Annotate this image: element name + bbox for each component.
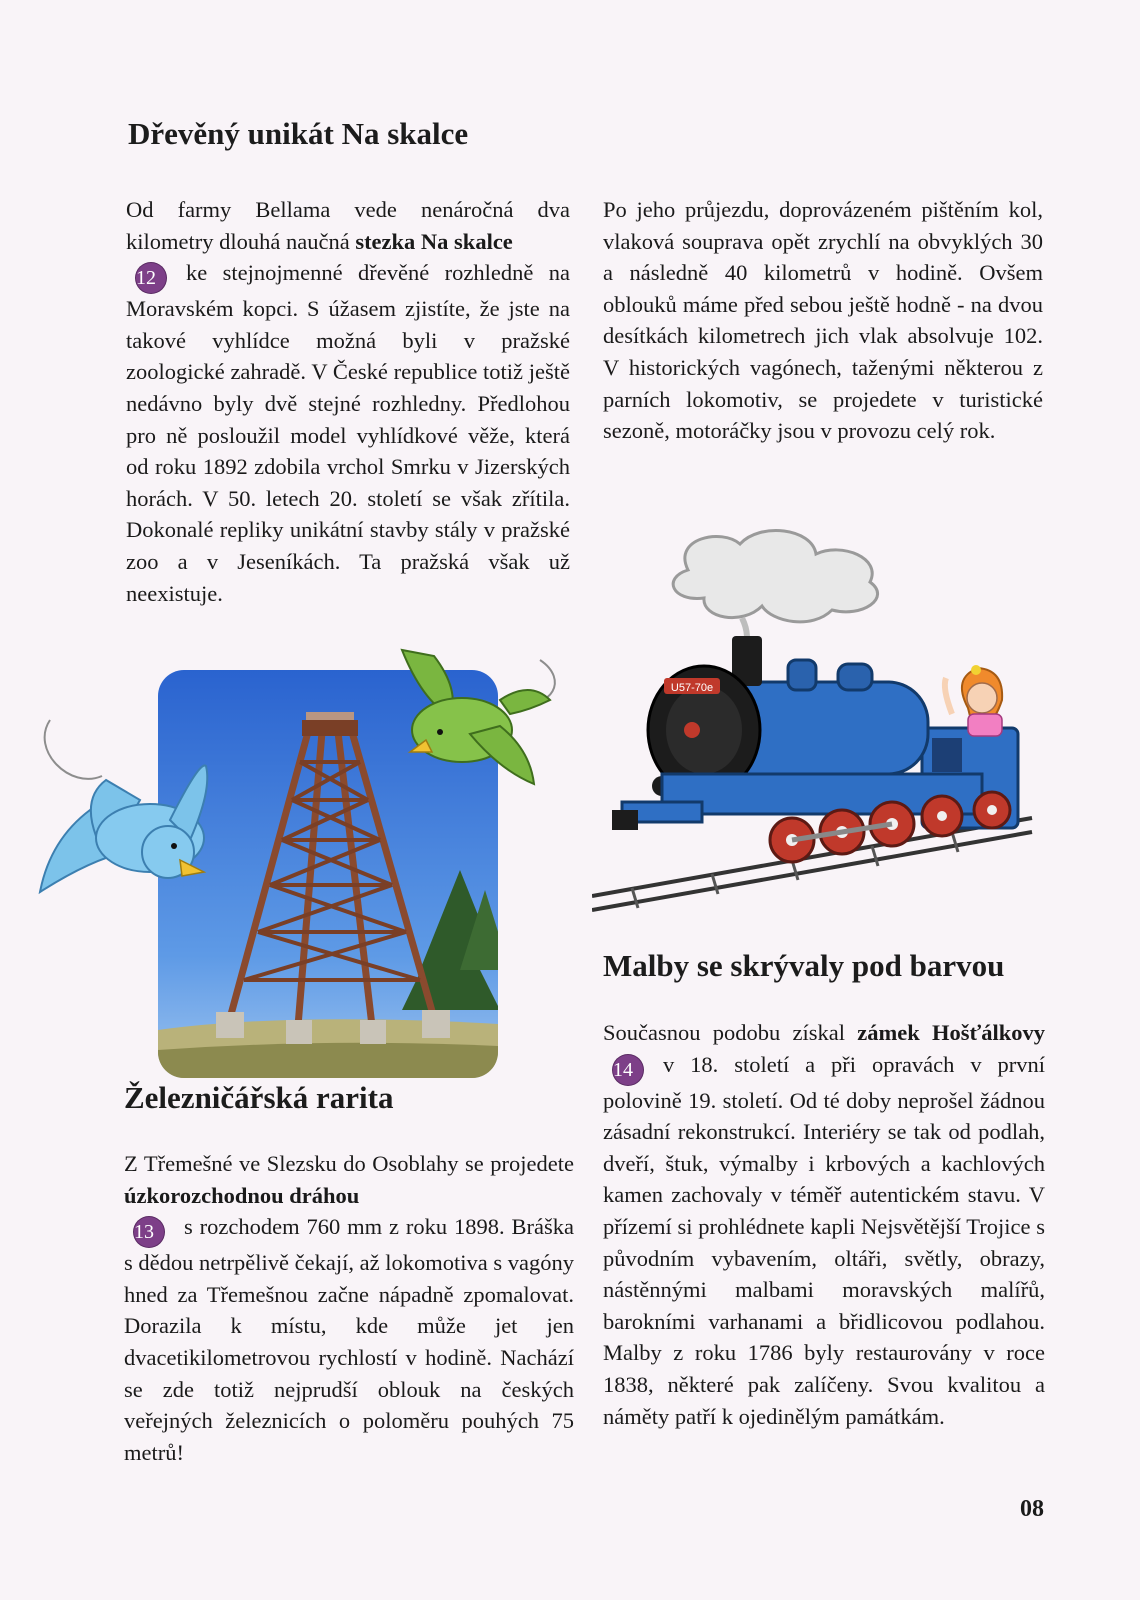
locomotive-plate: U57-70e [670, 682, 714, 694]
location-marker-13: 13 [134, 1217, 164, 1247]
railway-name: úzkorozchodnou dráhou [124, 1182, 360, 1208]
paragraph-chateau: Současnou podobu získal zámek Hošťálkovy14 v 18. století a při opravách v první polovině 19. století. Od té doby neprošel žádnou zásadní rekonstrukcí. Interiéry se tak od podlah, dveří, štuk, výmalby i krbových a kachlových kamen zachovaly v téměř autentickém stavu. V přízemí si prohlédnete kapli Nejsvětější Trojice s původním vybavením, oltáři, světly, obrazy, nástěnnými malbami moravských malířů, barokními varhanami a břidlicovou podlahou. Malby z roku 1786 byly restaurovány v roce 1838, některé pak zalíčeny. Svou kvalitou a náměty patří k ojedinělým památkám. [603, 1020, 1045, 1429]
section-title-railway: Železničářská rarita [124, 1080, 394, 1115]
tower-photo-illustration [30, 640, 560, 1100]
girl-illustration [945, 665, 1002, 736]
steam-cloud [673, 531, 877, 622]
section-title-tower: Dřevěný unikát Na skalce [128, 116, 469, 151]
page-number: 08 [1020, 1496, 1044, 1522]
location-marker-12: 12 [136, 263, 166, 293]
paragraph-tower: Od farmy Bellama vede nenáročná dva kilometry dlouhá naučná stezka Na skalce 12 ke stejnojmenné dřevěné rozhledně na Moravském kopci. S úžasem zjistíte, že jste na takové vyhlídce možná byli v pražské zoologické zahradě. V České republice totiž ještě nedávno byly dvě stejné rozhledny. Předlohou pro ně posloužil model vyhlídkové věže, která od roku 1892 zdobila vrchol Smrku v Jizerských horách. V 50. letech 20. století se však zřítila. Dokonalé repliky unikátní stavby stály v pražské zoo a v Jeseníkách. Ta pražská však už neexistuje. [126, 197, 570, 606]
location-marker-14: 14 [613, 1055, 643, 1085]
paragraph-railway: Z Třemešné ve Slezsku do Osoblahy se projedete úzkorozchodnou dráhou 13 s rozchodem 760 mm z roku 1898. Bráška s dědou netrpělivě čekají, až lokomotiva s vagóny hned za Třemešnou začne nápadně zpomalovat. Dorazila k místu, kde může jet jen dvacetikilometrovou rychlostí v hodině. Nachází se zde totiž nejprudší oblouk na českých veřejných železnicích o poloměru pouhých 75 metrů! [124, 1151, 574, 1465]
locomotive-illustration [592, 518, 1052, 938]
chateau-name: zámek Hošťálkovy [857, 1020, 1045, 1045]
section-title-chateau: Malby se skrývaly pod barvou [603, 948, 1005, 983]
trail-name: stezka Na skalce [355, 228, 513, 254]
paragraph-railway-continued: Po jeho průjezdu, doprovázeném pištěním kol, vlaková souprava opět zrychlí na obvyklých 30 a následně 40 kilometrů v hodině. Ovšem oblouků máme před sebou ještě hodně - na dvou desítkách kilometrech jich vlak absolvuje 102. V historických vagónech, taženými některou z parních lokomotiv, se projedete v turistické sezoně, motoráčky jsou v provozu celý rok. [603, 197, 1043, 444]
